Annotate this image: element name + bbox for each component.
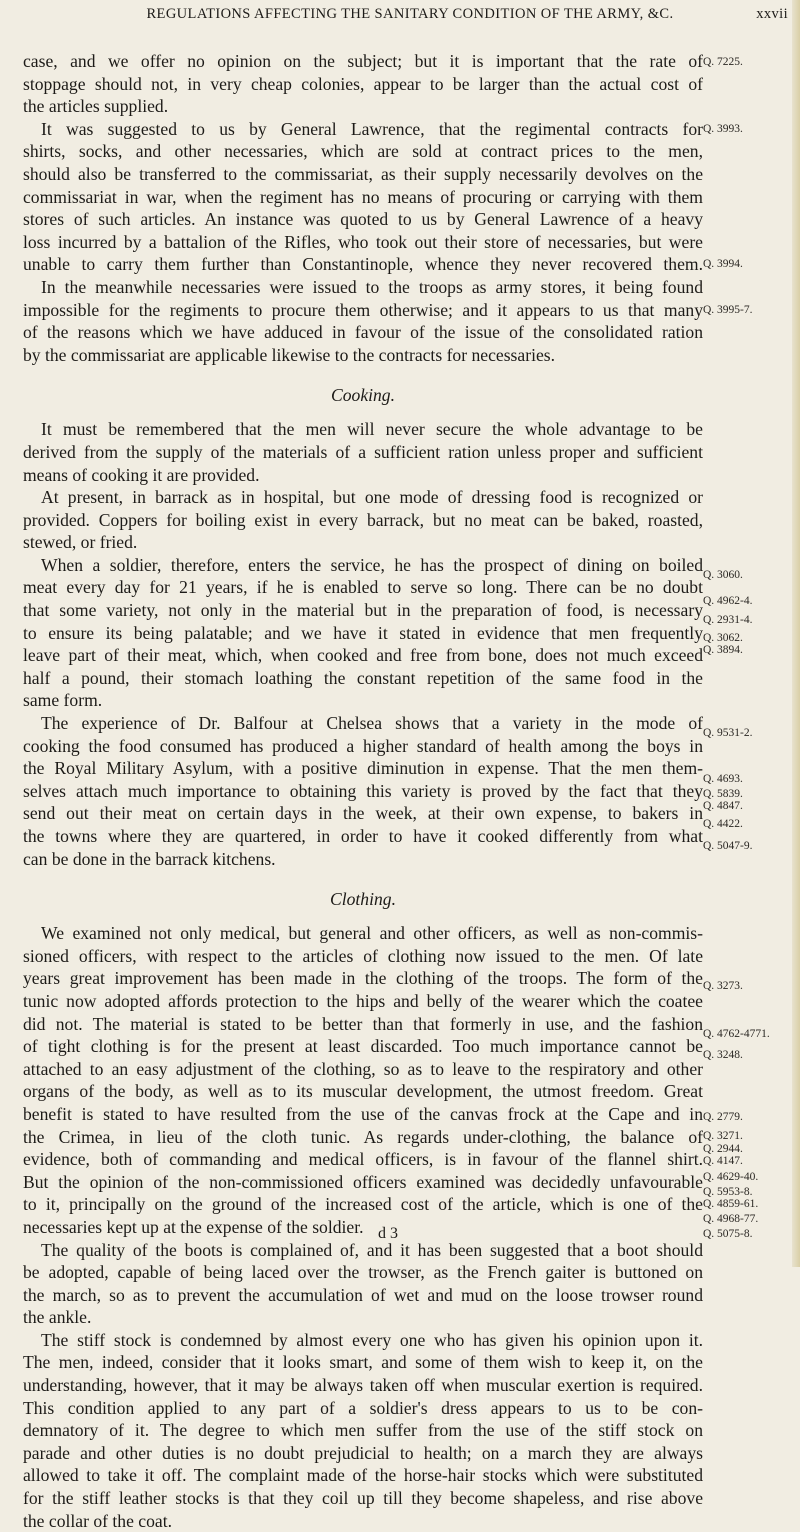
margin-note: Q. 2779. (703, 1111, 743, 1123)
running-header (110, 6, 788, 23)
margin-note: Q. 3062. Q. 3894. (703, 632, 743, 656)
text-line: can be done in the barrack kitchens. (23, 848, 276, 869)
text-line: case, and we offer no opinion on the subject; but it is important that the rate of (23, 51, 703, 71)
text-line: the collar of the coat. (23, 1510, 172, 1531)
text-line: to ensure its being palatable; and we have it stated in evidence that men frequently (23, 622, 703, 643)
margin-note: Q. 9531-2. (703, 727, 753, 739)
text-line: organs of the body, as well as to its muscular development, the utmost freedom. Great (23, 1081, 703, 1102)
text-line: by the commissariat are applicable likewise to the contracts for necessaries. (23, 344, 556, 365)
text-line: But the opinion of the non-commissioned officers examined was decidedly unfavourable (23, 1171, 703, 1192)
page-edge (792, 0, 800, 1267)
text-line: attached to an easy adjustment of the clothing, so as to leave to the respiratory and other (23, 1058, 703, 1079)
margin-note: Q. 3993. (703, 123, 743, 135)
text-line: benefit is stated to have resulted from the use of the canvas frock at the Cape and in (23, 1103, 703, 1124)
text-line: stewed, or fried. (23, 532, 138, 553)
text-line: understanding, however, that it may be always taken off when muscular exertion is required. (23, 1375, 703, 1396)
text-line: tunic now adopted affords protection to the hips and belly of the wearer which the coatee (23, 990, 703, 1011)
text-line: allowed to take it off. The complaint made of the horse-hair stocks which were substituted (23, 1465, 703, 1486)
text-line: It was suggested to us by General Lawrence, that the regimental contracts for (41, 118, 703, 139)
margin-note: Q. 3995-7. (703, 304, 753, 316)
text-line: that some variety, not only in the material but in the preparation of food, is necessary (23, 600, 703, 621)
text-line: the Crimea, in lieu of the cloth tunic. As regards under-clothing, the balance of (23, 1126, 703, 1147)
text-line: The quality of the boots is complained of, and it has been suggested that a boot should (41, 1239, 703, 1260)
text-line: evidence, both of commanding and medical officers, is in favour of the flannel shirt. (23, 1149, 703, 1170)
text-line: The experience of Dr. Balfour at Chelsea shows that a variety in the mode of (41, 713, 703, 734)
margin-note: Q. 4962-4. (703, 595, 753, 607)
text-line: leave part of their meat, which, when cooked and free from bone, does not much exceed (23, 645, 703, 666)
text-line: of the reasons which we have adduced in favour of the issue of the consolidated ration (23, 322, 703, 343)
text-line: sioned officers, with respect to the articles of clothing now issued to the men. Of late (23, 945, 703, 966)
text-line: should also be transferred to the commissariat, as their supply necessarily devolves on the (23, 163, 703, 184)
text-line: It must be remembered that the men will never secure the whole advantage to be (41, 419, 703, 440)
text-line: derived from the supply of the materials of a sufficient ration unless proper and sufficient (23, 441, 703, 462)
text-line: did not. The material is stated to be better than that formerly in use, and the fashion (23, 1013, 703, 1034)
text-line: same form. (23, 690, 103, 711)
text-line: selves attach much importance to obtaining this variety is proved by the fact that they (23, 780, 703, 801)
text-line: meat every day for 21 years, if he is enabled to serve so long. There can be no doubt (23, 577, 703, 598)
text-line: necessaries kept up at the expense of the soldier. (23, 1216, 364, 1237)
margin-note: Q. 4422. (703, 818, 743, 830)
text-line: demnatory of it. The degree to which men suffer from the use of the stiff stock on (23, 1420, 703, 1441)
text-line: parade and other duties is no doubt prejudicial to health; on a march they are always (23, 1442, 703, 1463)
margin-note: Q. 5075-8. (703, 1228, 753, 1240)
body-text (23, 50, 703, 1532)
text-line: unable to carry them further than Constantinople, whence they never recovered them. (23, 254, 703, 275)
running-title: REGULATIONS AFFECTING THE SANITARY CONDITION OF THE ARMY, &C. (146, 6, 674, 22)
margin-note: Q. 7225. (703, 56, 743, 68)
text-line: the march, so as to prevent the accumulation of wet and mud on the loose trowser round (23, 1284, 703, 1305)
text-line: stores of such articles. An instance was quoted to us by General Lawrence of a heavy (23, 209, 703, 230)
text-line: This condition applied to any part of a soldier's dress appears to us to be con- (23, 1397, 703, 1418)
text-line: When a soldier, therefore, enters the service, he has the prospect of dining on boiled (41, 554, 703, 575)
text-line: stoppage should not, in very cheap colonies, appear to be larger than the actual cost of (23, 73, 703, 94)
text-line: At present, in barrack as in hospital, but one mode of dressing food is recognized or (41, 487, 703, 508)
margin-note: Q. 3248. (703, 1049, 743, 1061)
margin-note: Q. 4693. (703, 773, 743, 785)
signature-mark: d 3 (378, 1225, 398, 1242)
margin-note: Q. 5953-8. Q. 4859-61. (703, 1186, 759, 1210)
margin-note: Q. 5047-9. (703, 840, 753, 852)
text-line: of tight clothing is for the present at least discarded. Too much importance cannot be (23, 1036, 703, 1057)
margin-note: Q. 5839. Q. 4847. (703, 788, 743, 812)
text-line: commissariat in war, when the regiment has no means of procuring or carrying with them (23, 186, 703, 207)
margin-note: Q. 2931-4. (703, 614, 753, 626)
text-line: loss incurred by a battalion of the Rifles, who took out their store of necessaries, but were (23, 231, 703, 252)
section-heading-cooking: Cooking. (330, 385, 396, 406)
text-line: the Royal Military Asylum, with a positive diminution in expense. That the men them- (23, 758, 703, 779)
text-line: be adopted, capable of being laced over the trowser, as the French gaiter is buttoned on (23, 1262, 703, 1283)
margin-note: Q. 4968-77. (703, 1213, 759, 1225)
margin-note: Q. 3273. (703, 980, 743, 992)
margin-note: Q. 2944. Q. 4147. (703, 1143, 743, 1167)
page-number: xxvii (756, 6, 788, 22)
text-line: years great improvement has been made in the clothing of the troops. The form of the (23, 968, 703, 989)
text-line: impossible for the regiments to procure them otherwise; and it appears to us that many (23, 299, 703, 320)
text-line: We examined not only medical, but general and other officers, as well as non-commis- (41, 923, 703, 944)
text-line: the ankle. (23, 1307, 92, 1328)
text-line: means of cooking it are provided. (23, 464, 260, 485)
margin-note: Q. 4762-4771. (703, 1028, 770, 1040)
text-line: half a pound, their stomach loathing the constant repetition of the same food in the (23, 667, 703, 688)
text-line: send out their meat on certain days in the week, at their own expense, to bakers in (23, 803, 703, 824)
margin-note: Q. 3994. (703, 258, 743, 270)
text-line: The men, indeed, consider that it looks smart, and some of them wish to keep it, on the (23, 1352, 703, 1373)
text-line: The stiff stock is condemned by almost every one who has given his opinion upon it. (41, 1329, 703, 1350)
text-line: the towns where they are quartered, in order to have it cooked differently from what (23, 826, 703, 846)
margin-note: Q. 3271. (703, 1130, 743, 1142)
text-line: provided. Coppers for boiling exist in every barrack, but no meat can be baked, roasted, (23, 509, 703, 530)
text-line: In the meanwhile necessaries were issued to the troops as army stores, it being found (41, 276, 703, 297)
margin-note: Q. 4629-40. (703, 1171, 759, 1183)
text-line: cooking the food consumed has produced a higher standard of health among the boys in (23, 735, 703, 756)
text-line: the articles supplied. (23, 96, 169, 117)
text-line: for the stiff leather stocks is that they coil up till they become shapeless, and rise above (23, 1488, 703, 1509)
text-line: shirts, socks, and other necessaries, which are sold at contract prices to the men, (23, 141, 703, 162)
margin-note: Q. 3060. (703, 569, 743, 581)
section-heading-clothing: Clothing. (330, 889, 396, 910)
text-line: to it, principally on the ground of the increased cost of the article, which is one of the (23, 1194, 703, 1215)
